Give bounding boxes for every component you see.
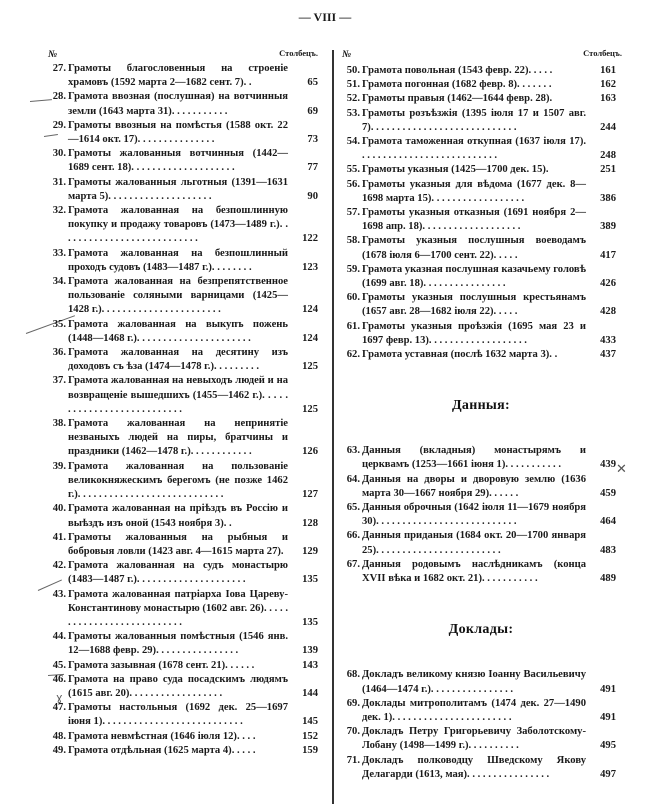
entry-number: 65. <box>346 502 360 514</box>
number-sign: № <box>48 49 58 60</box>
entry-title: Докладъ полководцу Шведскому Якову Делагарди (1613, мая). . . . . . . . . . . . . . . . <box>362 754 586 780</box>
entry-number: 42. <box>52 560 66 572</box>
column-header <box>48 48 318 62</box>
entry-column-number: 251 <box>600 164 616 176</box>
toc-entry <box>346 206 616 234</box>
toc-entry <box>52 701 318 729</box>
entry-number: 30. <box>52 148 66 160</box>
entry-title: Грамота погонная (1682 февр. 8). . . . . . . <box>362 79 552 91</box>
entry-title: Грамота жалованная на пріѣздъ въ Россію и выѣздъ изъ оной (1543 ноября 3). . <box>68 503 288 529</box>
entry-column-number: 128 <box>302 517 318 529</box>
toc-entry <box>346 135 616 163</box>
entry-number: 47. <box>52 702 66 714</box>
toc-entry <box>52 460 318 503</box>
entry-title: Грамоты жалованныя вотчинныя (1442—1689 сент. 18). . . . . . . . . . . . . . . . . . . . <box>68 148 288 174</box>
entry-column-number: 491 <box>600 683 616 695</box>
entry-title: Грамоты указныя для вѣдома (1677 дек. 8—1698 марта 15). . . . . . . . . . . . . . . . . . <box>362 178 586 204</box>
entry-title: Докладъ великому князю Іоанну Васильевичу (1464—1474 г.). . . . . . . . . . . . . . . . <box>362 669 586 695</box>
entry-number: 70. <box>346 726 360 738</box>
entry-column-number: 135 <box>302 574 318 586</box>
entry-title: Грамота жалованная на судъ монастырю (1483—1487 г.). . . . . . . . . . . . . . . . . . . . . <box>68 560 288 586</box>
right-column <box>342 48 622 782</box>
entry-title: Грамота жалованная на безпошлинный проходъ судовъ (1483—1487 г.). . . . . . . . <box>68 247 288 273</box>
entry-number: 68. <box>346 669 360 681</box>
toc-entry <box>346 291 616 319</box>
column-label: Столбецъ. <box>279 48 318 58</box>
toc-entry <box>52 90 318 118</box>
entry-title: Грамота ввозная (послушная) на вотчинныя земли (1643 марта 31). . . . . . . . . . . <box>68 91 288 117</box>
toc-entry <box>346 501 616 529</box>
entry-title: Данныя родовымъ наслѣдникамъ (конца XVII вѣка и 1682 окт. 21). . . . . . . . . . . <box>362 558 586 585</box>
entry-number: 44. <box>52 631 66 643</box>
toc-entry <box>52 374 318 417</box>
section-title-doklady: Доклады: <box>448 622 514 638</box>
entry-title: Грамоты ввозныя на помѣстья (1588 окт. 22—1614 окт. 17). . . . . . . . . . . . . . . <box>68 119 288 146</box>
entry-column-number: 483 <box>600 544 616 556</box>
entry-title: Грамота таможенная откупная (1637 іюля 17). . . . . . . . . . . . . . . . . . . . . . . . . . . <box>362 136 586 162</box>
entry-title: Докладъ Петру Григорьевичу Заболотскому-Лобану (1498—1499 г.). . . . . . . . . . <box>362 726 586 752</box>
entry-title: Грамоты указныя (1425—1700 дек. 15). <box>362 164 549 176</box>
entry-number: 69. <box>346 697 360 709</box>
entry-title: Доклады митрополитамъ (1474 дек. 27—1490 дек. 1). . . . . . . . . . . . . . . . . . . . . . . <box>362 697 586 723</box>
entry-number: 63. <box>346 445 360 457</box>
entry-column-number: 426 <box>600 278 616 290</box>
entry-number: 61. <box>346 320 360 332</box>
toc-entry <box>52 417 318 460</box>
entry-number: 34. <box>52 276 66 288</box>
entry-column-number: 244 <box>600 121 616 133</box>
entry-number: 58. <box>346 235 360 247</box>
entry-number: 51. <box>346 79 360 91</box>
entry-title: Грамота указная послушная казачьему головѣ (1699 авг. 18). . . . . . . . . . . . . . . . <box>362 263 586 290</box>
entry-column-number: 248 <box>600 150 616 162</box>
number-sign: № <box>342 49 352 60</box>
entry-column-number: 127 <box>302 489 318 501</box>
entry-title: Данныя приданыя (1684 окт. 20—1700 января 25). . . . . . . . . . . . . . . . . . . . . . . . <box>362 530 586 556</box>
entry-column-number: 417 <box>600 249 616 261</box>
entry-list <box>346 64 616 362</box>
entry-title: Грамота жалованная на пользованіе великокняжескимъ берегомъ (не позже 1462 г.). . . . . . . . . . . . . . . . . . . . . . . . . . . . <box>68 460 288 501</box>
toc-entry <box>346 697 616 725</box>
entry-list-dannye <box>346 444 616 586</box>
toc-entry <box>346 92 616 106</box>
toc-entry <box>52 147 318 175</box>
entry-number: 59. <box>346 263 360 275</box>
toc-entry <box>346 320 616 348</box>
entry-column-number: 124 <box>302 304 318 316</box>
entry-column-number: 433 <box>600 334 616 346</box>
toc-entry <box>52 531 318 559</box>
toc-entry <box>346 754 616 782</box>
entry-number: 57. <box>346 207 360 219</box>
entry-number: 67. <box>346 558 360 570</box>
entry-column-number: 491 <box>600 711 616 723</box>
entry-number: 37. <box>52 375 66 387</box>
entry-column-number: 152 <box>302 730 318 742</box>
page-number: — VIII — <box>298 10 352 24</box>
entry-number: 64. <box>346 473 360 485</box>
entry-column-number: 497 <box>600 768 616 780</box>
entry-column-number: 73 <box>307 134 318 146</box>
entry-number: 60. <box>346 292 360 304</box>
toc-entry <box>52 559 318 587</box>
entry-title: Грамоты указныя послушныя воеводамъ (1678 іюля 6—1700 сент. 22). . . . . <box>362 235 586 261</box>
entry-title: Грамота на право суда посадскимъ людямъ (1615 авг. 20). . . . . . . . . . . . . . . . . . <box>68 673 288 699</box>
entry-number: 56. <box>346 178 360 190</box>
entry-number: 35. <box>52 318 66 330</box>
entry-column-number: 144 <box>302 687 318 699</box>
entry-title: Грамота жалованная на непринятіе незваныхъ людей на пиры, братчины и праздники (1462—1478 г.). . . . . . . . . . . . <box>68 418 288 458</box>
entry-list-doklady <box>346 668 616 782</box>
toc-entry <box>52 744 318 758</box>
entry-column-number: 437 <box>600 349 616 361</box>
entry-number: 29. <box>52 119 66 131</box>
entry-title: Грамоты розъѣзжія (1395 іюля 17 и 1507 авг. 7). . . . . . . . . . . . . . . . . . . . . . . . . . . . <box>362 107 586 133</box>
entry-title: Грамоты жалованныя льготныя (1391—1631 марта 5). . . . . . . . . . . . . . . . . . . . <box>68 176 288 202</box>
toc-entry <box>52 630 318 658</box>
entry-column-number: 69 <box>307 105 318 117</box>
entry-title: Грамота уставная (послѣ 1632 марта 3). . <box>362 349 558 361</box>
entry-number: 40. <box>52 503 66 515</box>
toc-entry <box>52 119 318 147</box>
entry-title: Грамота зазывная (1678 сент. 21). . . . . . <box>68 659 255 671</box>
column-label: Столбецъ. <box>583 48 622 58</box>
left-column <box>48 48 318 758</box>
column-header <box>342 48 622 62</box>
entry-column-number: 77 <box>307 162 318 174</box>
entry-number: 43. <box>52 588 66 600</box>
entry-title: Данныя оброчныя (1642 іюля 11—1679 ноября 30). . . . . . . . . . . . . . . . . . . . . . . . . . . <box>362 502 586 528</box>
entry-column-number: 428 <box>600 306 616 318</box>
entry-title: Грамота жалованная на выкупъ пожень (1448—1468 г.). . . . . . . . . . . . . . . . . . . . . . <box>68 318 288 344</box>
entry-number: 45. <box>52 659 66 671</box>
toc-entry <box>52 62 318 90</box>
toc-entry <box>52 247 318 275</box>
toc-entry <box>346 473 616 501</box>
entry-column-number: 495 <box>600 740 616 752</box>
toc-entry <box>346 348 616 362</box>
toc-entry <box>52 730 318 744</box>
entry-column-number: 90 <box>307 190 318 202</box>
toc-entry <box>52 318 318 346</box>
toc-entry <box>52 275 318 318</box>
entry-number: 55. <box>346 164 360 176</box>
toc-entry <box>52 502 318 530</box>
entry-title: Грамота жалованная на десятину изъ доходовъ съ ѣза (1474—1478 г.). . . . . . . . . <box>68 347 288 373</box>
entry-number: 39. <box>52 460 66 472</box>
entry-title: Грамоты благословенныя на строеніе храмовъ (1592 марта 2—1682 сент. 7). . <box>68 63 288 89</box>
entry-column-number: 126 <box>302 446 318 458</box>
entry-column-number: 386 <box>600 192 616 204</box>
entry-number: 66. <box>346 530 360 542</box>
entry-number: 27. <box>52 63 66 74</box>
entry-column-number: 389 <box>600 221 616 233</box>
entry-number: 28. <box>52 91 66 103</box>
toc-entry <box>346 529 616 557</box>
entry-column-number: 439 <box>600 459 616 471</box>
entry-number: 52. <box>346 93 360 105</box>
entry-number: 50. <box>346 65 360 76</box>
entry-column-number: 489 <box>600 573 616 585</box>
entry-column-number: 139 <box>302 645 318 657</box>
entry-title: Грамота жалованная на безпрепятственное пользованіе соляными варницами (1425—1428 г.). . . . . . . . . . . . . . . . . . . . . . . <box>68 276 288 316</box>
toc-entry <box>346 668 616 696</box>
entry-column-number: 464 <box>600 516 616 528</box>
entry-title: Грамота жалованная на безпошлинную покупку и продажу товаровъ (1473—1489 г.). . . . . . . . . . . . . . . . . . . . . . . . . . . <box>68 205 288 245</box>
toc-entry <box>52 588 318 631</box>
entry-column-number: 125 <box>302 361 318 373</box>
entry-number: 53. <box>346 107 360 119</box>
entry-number: 62. <box>346 349 360 361</box>
column-divider <box>332 50 334 804</box>
entry-number: 32. <box>52 205 66 217</box>
toc-entry <box>346 444 616 472</box>
entry-column-number: 135 <box>302 616 318 628</box>
entry-number: 54. <box>346 136 360 148</box>
entry-column-number: 162 <box>600 79 616 91</box>
toc-entry <box>346 163 616 177</box>
toc-entry <box>346 234 616 262</box>
entry-number: 33. <box>52 247 66 259</box>
entry-number: 31. <box>52 176 66 188</box>
entry-number: 71. <box>346 754 360 766</box>
entry-title: Грамоты указныя проѣзжія (1695 мая 23 и 1697 февр. 13). . . . . . . . . . . . . . . . . . . <box>362 320 586 346</box>
toc-entry <box>346 263 616 291</box>
toc-entry <box>52 346 318 374</box>
entry-title: Грамоты указныя послушныя крестьянамъ (1657 авг. 28—1682 іюля 22). . . . . <box>362 292 586 318</box>
entry-title: Грамота жалованная на невыходъ людей и на возвращеніе вышедшихъ (1455—1462 г.). . . . . . . . . . . . . . . . . . . . . . . . . . . <box>68 375 288 415</box>
toc-entry <box>346 725 616 753</box>
entry-number: 36. <box>52 347 66 359</box>
toc-entry <box>346 178 616 206</box>
entry-column-number: 122 <box>302 233 318 245</box>
entry-number: 38. <box>52 418 66 430</box>
toc-entry <box>52 659 318 673</box>
toc-entry <box>52 673 318 701</box>
entry-title: Грамоты настольныя (1692 дек. 25—1697 іюня 1). . . . . . . . . . . . . . . . . . . . . . . . . . . <box>68 702 288 728</box>
entry-number: 41. <box>52 531 66 543</box>
entry-number: 48. <box>52 730 66 742</box>
entry-column-number: 125 <box>302 403 318 415</box>
entry-column-number: 124 <box>302 332 318 344</box>
toc-entry <box>52 204 318 247</box>
entry-column-number: 123 <box>302 261 318 273</box>
entry-title: Данныя на дворы и дворовую землю (1636 марта 30—1667 ноября 29). . . . . . <box>362 473 586 499</box>
section-title-dannye: Данныя: <box>451 398 511 414</box>
entry-column-number: 161 <box>600 65 616 76</box>
entry-column-number: 129 <box>302 545 318 557</box>
entry-title: Грамота повольная (1543 февр. 22). . . . . <box>362 65 553 76</box>
toc-entry <box>346 78 616 92</box>
entry-title: Грамоты правыя (1462—1644 февр. 28). <box>362 93 553 105</box>
entry-column-number: 65 <box>307 77 318 89</box>
toc-entry <box>52 176 318 204</box>
entry-column-number: 459 <box>600 487 616 499</box>
toc-entry <box>346 558 616 586</box>
entry-title: Грамоты указныя отказныя (1691 ноября 2—1698 апр. 18). . . . . . . . . . . . . . . . . . . <box>362 207 586 233</box>
entry-column-number: 163 <box>600 93 616 105</box>
entry-column-number: 159 <box>302 744 318 756</box>
entry-title: Данныя (вкладныя) монастырямъ и церквамъ (1253—1661 іюня 1). . . . . . . . . . . <box>362 445 586 471</box>
entry-title: Грамоты жалованныя помѣстныя (1546 янв. 12—1688 февр. 29). . . . . . . . . . . . . . . . <box>68 631 288 657</box>
entry-title: Грамота невмѣстная (1646 іюля 12). . . . <box>68 730 256 742</box>
toc-entry <box>346 64 616 78</box>
toc-entry <box>346 107 616 135</box>
pencil-check-mark: ɣ <box>56 691 63 704</box>
entry-title: Грамота отдѣльная (1625 марта 4). . . . . <box>68 744 256 756</box>
entry-column-number: 143 <box>302 659 318 671</box>
entry-number: 49. <box>52 744 66 756</box>
entry-list <box>52 62 318 758</box>
entry-title: Грамота жалованная патріарха Іова Цареву-Константинову монастырю (1602 авг. 26). . . . . . . . . . . . . . . . . . . . . . . . . . . <box>68 588 288 628</box>
entry-number: 46. <box>52 673 66 685</box>
entry-title: Грамоты жалованныя на рыбныя и бобровыя ловли (1423 авг. 4—1615 марта 27). <box>68 531 288 557</box>
entry-column-number: 145 <box>302 716 318 728</box>
pencil-cross-mark: ✕ <box>616 462 627 477</box>
